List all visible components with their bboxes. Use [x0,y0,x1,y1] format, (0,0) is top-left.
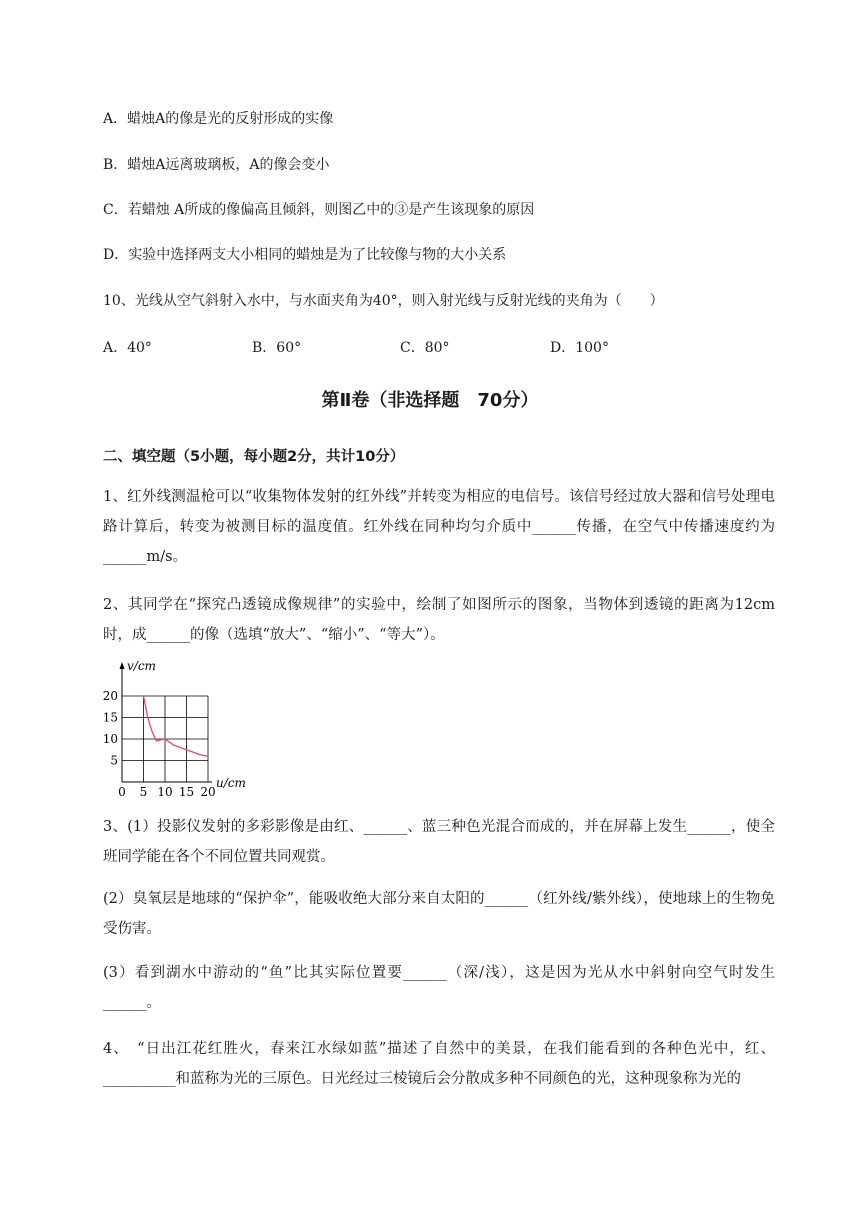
section2-title: 二、填空题（5小题，每小题2分，共计10分） [103,449,405,465]
chart-series-curve [144,696,209,756]
x-tick-label: 20 [200,785,216,796]
x-tick-label: 5 [139,785,148,796]
chart-xlabel: u/cm [216,776,246,790]
fill-question-3-part1: 3、(1）投影仪发射的多彩影像是由红、______、蓝三种色光混合而成的，并在屏幕上发生______，使全班同学能在各个不同位置共同观赏。 [103,819,775,865]
fill-question-1: 1、红外线测温枪可以“收集物体发射的红外线”并转变为相应的电信号。该信号经过放大器和信号处理电路计算后，转变为被测目标的温度值。红外线在同种均匀介质中______传播，在空气中传播速度约为______m/s。 [103,489,775,565]
q9-option-c: C．若蜡烛 A所成的像偏高且倾斜，则图乙中的③是产生该现象的原因 [103,202,535,218]
x-tick-label: 0 [118,785,126,796]
q10-stem: 10、光线从空气斜射入水中，与水面夹角为40°，则入射光线与反射光线的夹角为（ ） [103,293,664,309]
q10-option-d: D．100° [550,340,609,356]
fill-question-2: 2、其同学在“探究凸透镜成像规律”的实验中，绘制了如图所示的图象，当物体到透镜的距离为12cm时，成______的像（选填“放大”、“缩小”、“等大”）。 [103,597,775,643]
fill-question-3-part2: (2）臭氧层是地球的“保护伞”，能吸收绝大部分来自太阳的______（红外线/紫外线），使地球上的生物免受伤害。 [103,891,775,937]
q9-option-b: B．蜡烛A远离玻璃板，A的像会变小 [103,157,330,173]
part2-title: 第Ⅱ卷（非选择题 70分） [321,390,539,411]
x-tick-label: 15 [178,785,195,796]
y-tick-label: 20 [102,689,118,703]
q10-option-a: A．40° [103,340,152,356]
y-tick-label: 15 [102,710,118,725]
fill-question-4: 4、 “日出江花红胜火，春来江水绿如蓝”描述了自然中的美景，在我们能看到的各种色光中，红、__________和蓝称为光的三原色。日光经过三棱镜后会分散成多种不同颜色的光，这种现象称为光的 [103,1041,775,1087]
q9-option-a: A．蜡烛A的像是光的反射形成的实像 [103,111,334,127]
chart-ylabel: v/cm [127,659,156,673]
fill-question-3-part3: (3）看到湖水中游动的“鱼”比其实际位置要______（深/浅），这是因为光从水中斜射向空气时发生______。 [103,965,775,1011]
y-tick-label: 10 [102,732,118,746]
q9-option-d: D．实验中选择两支大小相同的蜡烛是为了比较像与物的大小关系 [103,247,507,263]
lens-image-chart [100,656,260,796]
q10-option-c: C．80° [400,340,450,356]
chart-axes [120,662,213,782]
x-tick-label: 10 [157,785,173,796]
q10-option-b: B．60° [252,340,302,356]
y-tick-label: 5 [110,753,118,768]
